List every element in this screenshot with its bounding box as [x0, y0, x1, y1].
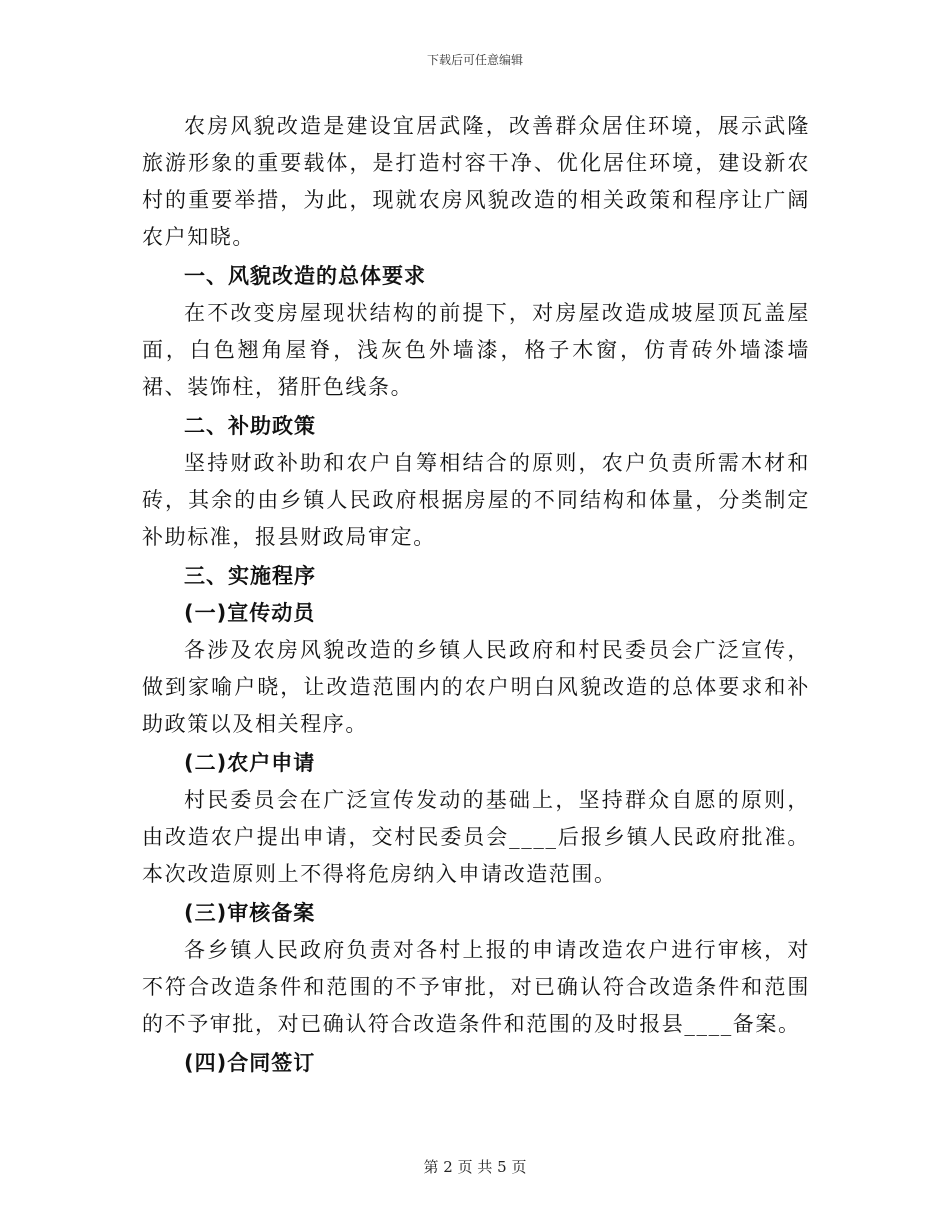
section-2-heading: 二、补助政策: [184, 414, 316, 438]
subsection-2-paragraph: 村民委员会在广泛宣传发动的基础上，坚持群众自愿的原则，由改造农户提出申请，交村民委员会____后报乡镇人民政府批准。本次改造原则上不得将危房纳入申请改造范围。: [142, 788, 810, 886]
page-header: 下载后可任意编辑: [426, 53, 523, 67]
subsection-2-heading: (二)农户申请: [184, 751, 316, 775]
section-1-heading: 一、风貌改造的总体要求: [184, 264, 426, 288]
subsection-1-heading: (一)宣传动员: [184, 601, 316, 625]
subsection-4-heading: (四)合同签订: [184, 1051, 316, 1075]
document-body: [142, 108, 810, 1082]
intro-paragraph: 农房风貌改造是建设宜居武隆，改善群众居住环境，展示武隆旅游形象的重要载体，是打造村容干净、优化居住环境，建设新农村的重要举措，为此，现就农房风貌改造的相关政策和程序让广阔农户知晓。: [142, 114, 810, 249]
section-3-heading: 三、实施程序: [184, 564, 316, 588]
section-2-paragraph: 坚持财政补助和农户自筹相结合的原则，农户负责所需木材和砖，其余的由乡镇人民政府根据房屋的不同结构和体量，分类制定补助标准，报县财政局审定。: [142, 451, 810, 549]
subsection-3-paragraph: 各乡镇人民政府负责对各村上报的申请改造农户进行审核，对不符合改造条件和范围的不予审批，对已确认符合改造条件和范围的不予审批，对已确认符合改造条件和范围的及时报县____备案。: [142, 938, 810, 1036]
subsection-3-heading: (三)审核备案: [184, 901, 316, 925]
subsection-1-paragraph: 各涉及农房风貌改造的乡镇人民政府和村民委员会广泛宣传，做到家喻户晓，让改造范围内的农户明白风貌改造的总体要求和补助政策以及相关程序。: [142, 638, 810, 736]
section-1-paragraph: 在不改变房屋现状结构的前提下，对房屋改造成坡屋顶瓦盖屋面，白色翘角屋脊，浅灰色外墙漆，格子木窗，仿青砖外墙漆墙裙、装饰柱，猪肝色线条。: [142, 301, 810, 399]
page-footer: 第 2 页 共 5 页: [423, 1158, 527, 1176]
